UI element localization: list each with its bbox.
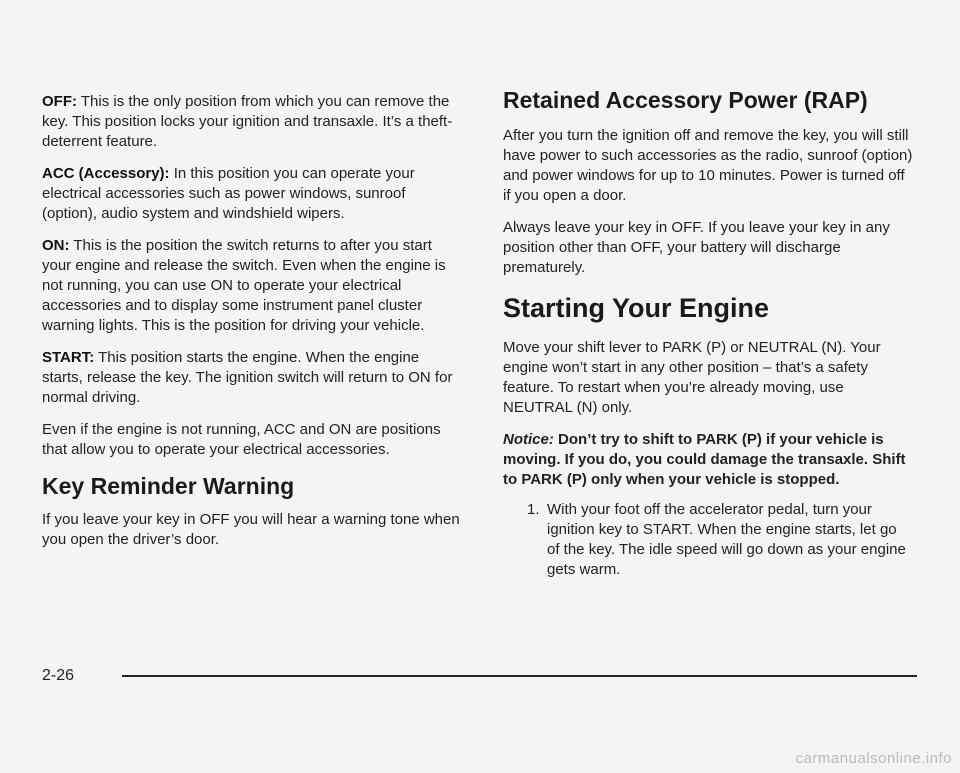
acc-text: In this position you can operate your electrical accessories such as power windows, sunroof (option), audio system and windshield wipers. [42, 165, 415, 222]
acc-term: ACC (Accessory): [42, 165, 170, 182]
page-footer [42, 664, 917, 688]
rap-paragraph-2: Always leave your key in OFF. If you leave your key in any position other than OFF, your battery will discharge prematurely. [503, 219, 890, 276]
off-term: OFF: [42, 93, 77, 110]
key-reminder-paragraph: If you leave your key in OFF you will hear a warning tone when you open the driver’s door. [42, 511, 460, 548]
page-number: 2-26 [42, 667, 75, 684]
key-reminder-heading: Key Reminder Warning [42, 473, 295, 499]
rap-paragraph-1: After you turn the ignition off and remove the key, you will still have power to such accessories as the radio, sunroof (option) and power windows for up to 10 minutes. Power is turned off if you open a door. [503, 127, 913, 204]
rap-heading: Retained Accessory Power (RAP) [503, 87, 868, 113]
footer-rule [122, 675, 917, 677]
site-watermark: carmanualsonline.info [795, 750, 952, 767]
notice-paragraph [503, 430, 913, 490]
on-paragraph [42, 236, 462, 336]
starting-engine-heading: Starting Your Engine [503, 293, 770, 323]
notice-label: Notice: [503, 431, 554, 448]
starting-paragraph-1: Move your shift lever to PARK (P) or NEUTRAL (N). Your engine won’t start in any other position – that’s a safety feature. To restart when you’re already moving, use NEUTRAL (N) only. [503, 339, 881, 416]
on-text: This is the position the switch returns to after you start your engine and release the switch. Even when the engine is not running, you can use ON to operate your electrical accessories and to display some instrument panel cluster warning lights. This is the position for driving your vehicle. [42, 237, 446, 334]
list-item [527, 500, 913, 580]
acc-paragraph [42, 164, 462, 224]
on-term: ON: [42, 237, 70, 254]
start-term: START: [42, 349, 95, 366]
start-paragraph [42, 348, 462, 408]
left-column [42, 92, 462, 562]
step-text: With your foot off the accelerator pedal, turn your ignition key to START. When the engine starts, let go of the key. The idle speed will go down as your engine gets warm. [547, 501, 906, 578]
start-text: This position starts the engine. When the engine starts, release the key. The ignition switch will return to ON for normal driving. [42, 349, 453, 406]
off-paragraph [42, 92, 462, 152]
right-column [503, 86, 913, 580]
steps-list [503, 500, 913, 580]
notice-text: Don’t try to shift to PARK (P) if your vehicle is moving. If you do, you could damage the transaxle. Shift to PARK (P) only when your vehicle is stopped. [503, 431, 906, 488]
off-text: This is the only position from which you can remove the key. This position locks your ignition and transaxle. It’s a theft-deterrent feature. [42, 93, 453, 150]
step-number: 1. [527, 501, 540, 518]
even-if-paragraph: Even if the engine is not running, ACC and ON are positions that allow you to operate your electrical accessories. [42, 421, 441, 458]
